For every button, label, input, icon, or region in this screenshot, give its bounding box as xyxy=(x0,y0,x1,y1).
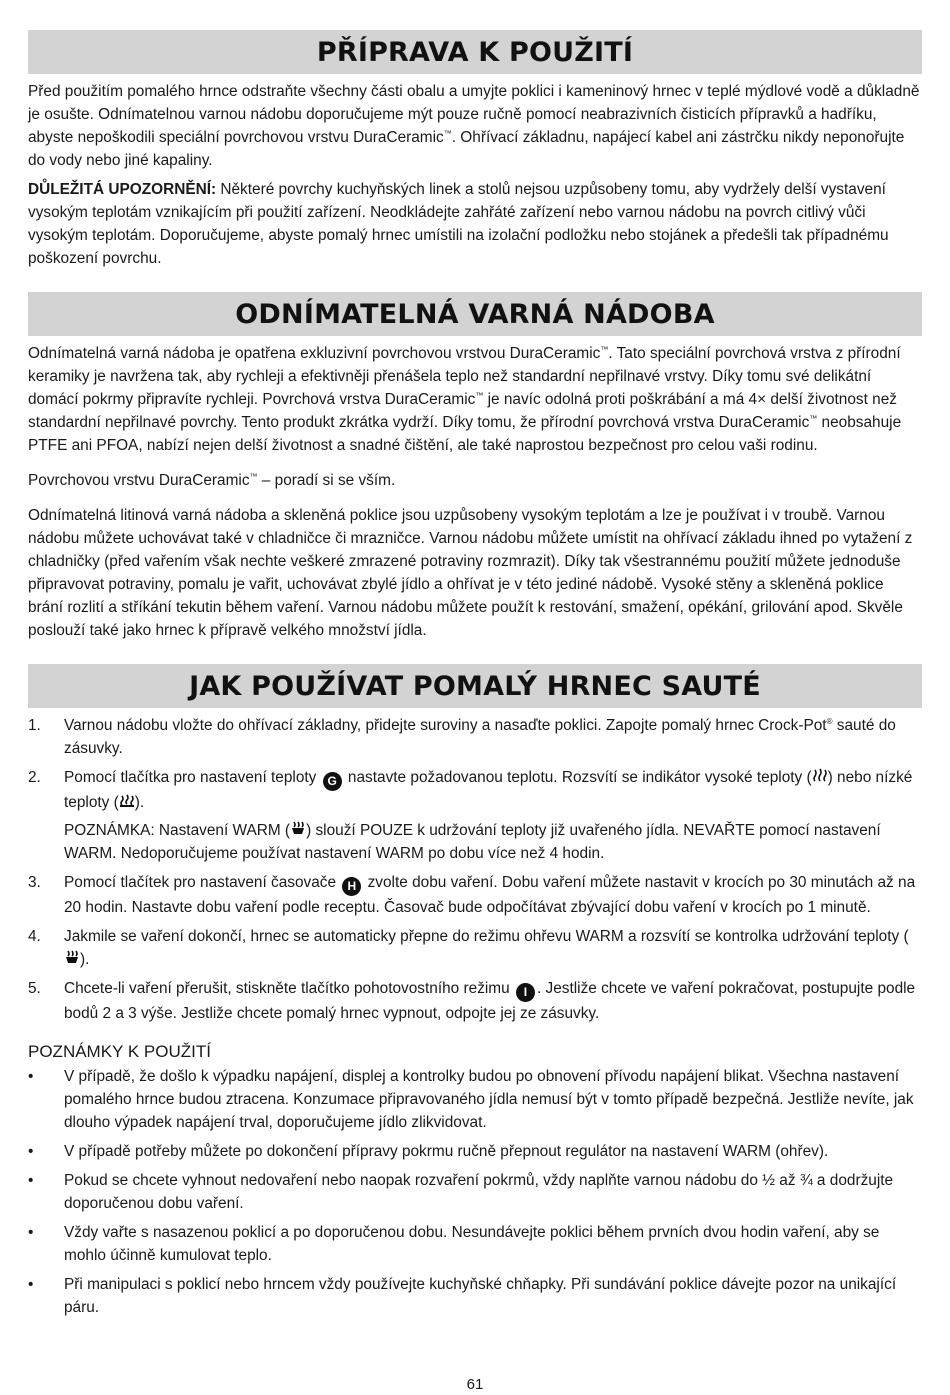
timer-button-badge: H xyxy=(342,877,361,896)
list-item: • Při manipulaci s poklicí nebo hrncem vždy používejte kuchyňské chňapky. Při sundávání poklice dávejte pozor na unikající páru. xyxy=(28,1276,897,1316)
step-5: 5. Chcete-li vaření přerušit, stiskněte tlačítko pohotovostního režimu I . Jestliže chcete ve vaření pokračovat, postupujte podle bodů 2 a 3 výše. Jestliže chcete pomalý hrnec vypnout, odpojte jej ze zásuvky. xyxy=(28,980,916,1022)
heat-high-icon xyxy=(812,766,828,789)
heat-low-icon xyxy=(119,791,135,814)
step-1: 1. Varnou nádobu vložte do ohřívací základny, přidejte suroviny a nasaďte poklici. Zapojte pomalý hrnec Crock-Pot® sauté do zásuvky. xyxy=(28,717,896,757)
usage-steps xyxy=(28,714,922,1025)
list-item: • Pokud se chcete vyhnout nedovaření nebo naopak rozvaření pokrmů, vždy naplňte varnou nádobu do ½ až ¾ a dodržujte doporučenou dobu vaření. xyxy=(28,1172,894,1212)
heat-warm-icon xyxy=(290,819,306,842)
section-title-usage: JAK POUŽÍVAT POMALÝ HRNEC SAUTÉ xyxy=(28,664,922,708)
step-2: 2. Pomocí tlačítka pro nastavení teploty G nastavte požadovanou teplotu. Rozsvítí se indikátor vysoké teploty ( ) nebo nízké teploty ( ). POZNÁMKA: Nastavení WARM ( ) slouží POUZE k udržování teploty již uvařeného jídla. NEVAŘTE pomocí nastavení WARM. Nedoporučujeme používat nastavení WARM po dobu více než 4 hodin. xyxy=(28,766,922,865)
standby-button-badge: I xyxy=(516,983,535,1002)
important-warning: DŮLEŽITÁ UPOZORNĚNÍ: Některé povrchy kuchyňských linek a stolů nejsou uzpůsobeny tomu, aby vydržely delší vystavení vysokým teplotám vznikajícím při použití zařízení. Neodkládejte zahřáté zařízení nebo varnou nádobu na povrch citlivý vůči vysokým teplotám. Doporučujeme, abyste pomalý hrnec umístili na izolační podložku nebo stojánek a předešli tak případnému poškození povrchu. xyxy=(28,181,889,267)
list-item: • Vždy vařte s nasazenou poklicí a po doporučenou dobu. Nesundávejte poklici během prvních dvou hodin vaření, aby se mohlo účinně kumulovat teplo. xyxy=(28,1224,880,1264)
usage-notes-list xyxy=(28,1065,922,1319)
page-number: 61 xyxy=(466,1376,484,1393)
warning-label: DŮLEŽITÁ UPOZORNĚNÍ: xyxy=(28,181,217,198)
section-title-pot: ODNÍMATELNÁ VARNÁ NÁDOBA xyxy=(28,292,922,336)
warm-note: POZNÁMKA: Nastavení WARM ( ) slouží POUZE k udržování teploty již uvařeného jídla. NEVAŘTE pomocí nastavení WARM. Nedoporučujeme používat nastavení WARM po dobu více než 4 hodin. xyxy=(64,819,922,865)
preparation-paragraph: Před použitím pomalého hrnce odstraňte všechny části obalu a umyjte poklici i kameninový hrnec v teplé mýdlové vodě a důkladně je osušte. Odnímatelnou varnou nádobu doporučujeme mýt pouze ručně pomocí neabrazivních čisticích přípravků a hadříku, abyste nepoškodili speciální povrchovou vrstvu DuraCeramic™. Ohřívací základnu, napájecí kabel ani zástrčku nikdy neponořujte do vody nebo jiné kapaliny. xyxy=(28,83,920,169)
temperature-button-badge: G xyxy=(323,772,342,791)
manual-page xyxy=(28,30,922,1325)
pot-paragraph-2: Povrchovou vrstvu DuraCeramic™ – poradí si se vším. xyxy=(28,472,396,489)
list-item: • V případě, že došlo k výpadku napájení, displej a kontrolky budou po obnovení přívodu napájení blikat. Všechna nastavení pomalého hrnce budou ztracena. Konzumace připravovaného jídla nemusí být v tomto případě bezpečná. Jestliže nevíte, jak dlouho výpadek napájení trval, doporučujeme jídlo zlikvidovat. xyxy=(28,1068,914,1131)
step-3: 3. Pomocí tlačítek pro nastavení časovače H zvolte dobu vaření. Dobu vaření můžete nastavit v krocích po 30 minutách až na 20 hodin. Nastavte dobu vaření podle receptu. Časovač bude odpočítávat zbývající dobu vaření v krocích po 1 minutě. xyxy=(28,874,916,916)
usage-notes-title: POZNÁMKY K POUŽITÍ xyxy=(28,1042,211,1061)
list-item: • V případě potřeby můžete po dokončení přípravy pokrmu ručně přepnout regulátor na nastavení WARM (ohřev). xyxy=(28,1143,829,1160)
pot-paragraph-3: Odnímatelná litinová varná nádoba a skleněná poklice jsou uzpůsobeny vysokým teplotám a lze je používat i v troubě. Varnou nádobu můžete uchovávat také v chladničce či mrazničce. Varnou nádobu můžete umístit na ohřívací základu ihned po vytažení z chladničky (před vařením však nechte veškeré zmrazené potraviny rozmrazit). Díky tak všestrannému použití můžete jednoduše připravovat potraviny, pomalu je vařit, uchovávat zbylé jídlo a ohřívat je v této jediné nádobě. Vysoké stěny a skleněná poklice brání rozlití a stříkání tekutin během vaření. Varnou nádobu můžete použít k restování, smažení, opékání, grilování apod. Skvěle poslouží také jako hrnec k přípravě velkého množství jídla. xyxy=(28,507,913,639)
pot-paragraph-1: Odnímatelná varná nádoba je opatřena exkluzivní povrchovou vrstvou DuraCeramic™. Tato speciální povrchová vrstva z přírodní keramiky je navržena tak, aby rychleji a efektivněji přenášela teplo než standardní nepřilnavé vrstvy. Díky tomu své delikátní domácí pokrmy připravíte rychleji. Povrchová vrstva DuraCeramic™ je navíc odolná proti poškrábání a má 4× delší životnost než standardní nepřilnavé povrchy. Tento produkt zkrátka vydrží. Díky tomu, že přírodní povrchová vrstva DuraCeramic™ neobsahuje PTFE ani PFOA, nabízí nejen delší životnost a snadné čištění, ale také naprostou bezpečnost pro celou vaši rodinu. xyxy=(28,345,902,454)
step-4: 4. Jakmile se vaření dokončí, hrnec se automaticky přepne do režimu ohřevu WARM a rozsvítí se kontrolka udržování teploty (). xyxy=(28,925,922,971)
section-title-preparation: PŘÍPRAVA K POUŽITÍ xyxy=(28,30,922,74)
heat-warm-icon xyxy=(64,948,80,971)
